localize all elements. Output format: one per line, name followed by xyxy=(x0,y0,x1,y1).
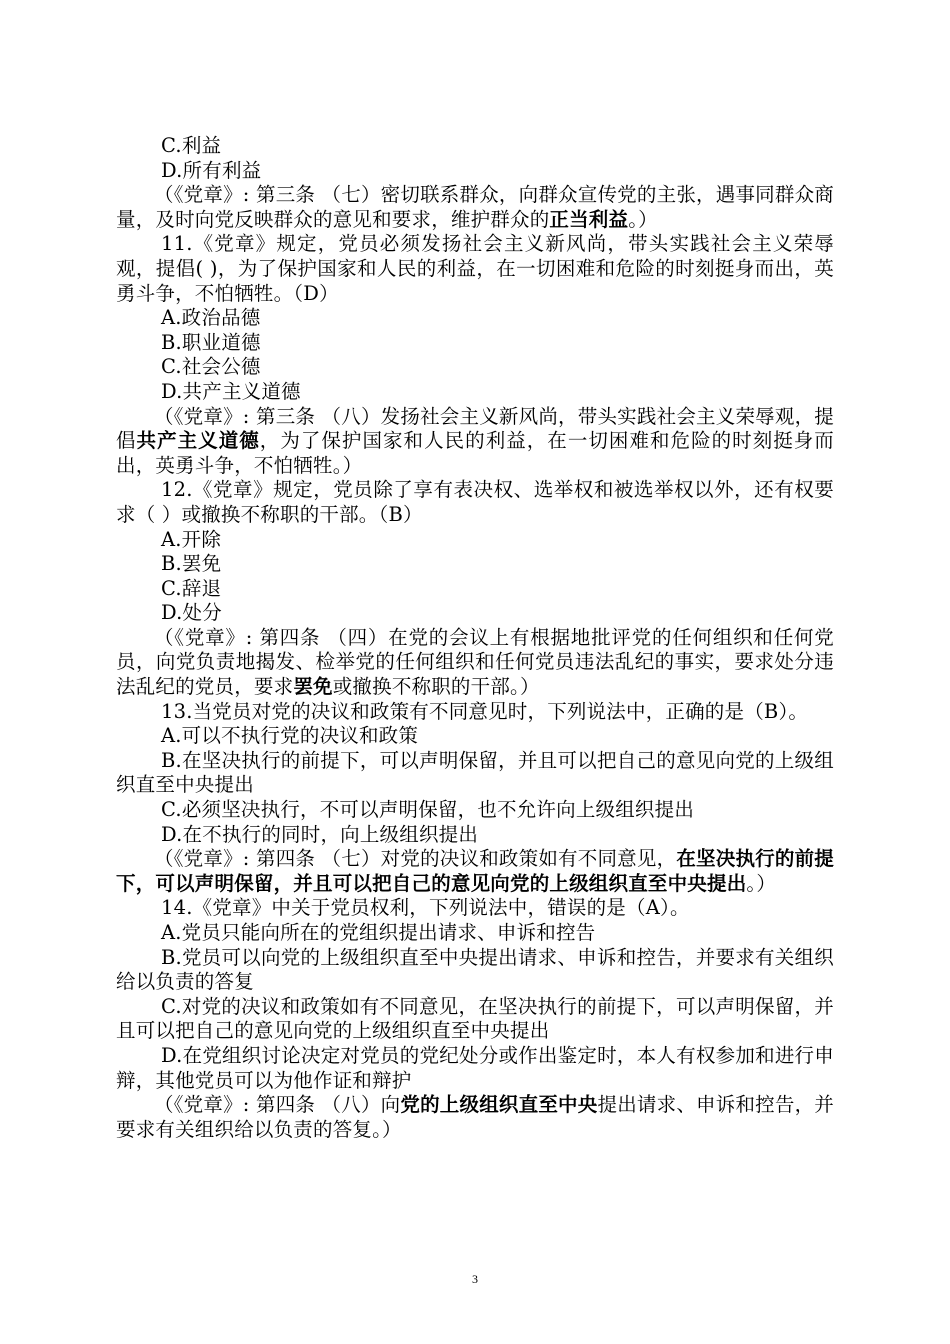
question-text: 13.当党员对党的决议和政策有不同意见时，下列说法中，正确的是（B）。 xyxy=(161,699,809,723)
text-run: （《党章》: 第四条 （四）在党的会议上有根据地批评党的任何组织和任何党员，向党负责地揭发、检举党的任何组织和任何党员违法乱纪的事实，要求处分违法乱纪的党员，要求 xyxy=(116,625,834,699)
emphasized-text: 党的上级组织直至中央 xyxy=(400,1093,598,1117)
explanation-text xyxy=(116,183,834,232)
question-text: B.在坚决执行的前提下，可以声明保留，并且可以把自己的意见向党的上级组织直至中央提出 xyxy=(116,748,834,797)
text-run: 。） xyxy=(628,207,658,231)
text-run: （《党章》: 第四条 （七）对党的决议和政策如有不同意见， xyxy=(154,847,677,871)
answer-option: A.开除 xyxy=(161,527,222,551)
question-text: 12.《党章》规定，党员除了享有表决权、选举权和被选举权以外，还有权要求（ ）或撤换不称职的干部。（B） xyxy=(116,478,834,526)
answer-option: C.社会公德 xyxy=(161,355,261,379)
text-run: （《党章》: 第三条 （七）密切联系群众，向群众宣传党的主张，遇事同群众商量，及时向党反映群众的意见和要求，维护群众的 xyxy=(116,183,834,231)
answer-option: D.共产主义道德 xyxy=(161,379,301,403)
question-text: B.党员可以向党的上级组织直至中央提出请求、申诉和控告，并要求有关组织给以负责的答复 xyxy=(116,945,834,994)
answer-option: C.利益 xyxy=(161,134,222,157)
answer-option: D.在不执行的同时，向上级组织提出 xyxy=(161,822,479,846)
answer-option: A.政治品德 xyxy=(161,306,261,330)
text-run: 。） xyxy=(746,871,777,895)
question-text: 14.《党章》中关于党员权利，下列说法中，错误的是（A）。 xyxy=(161,896,690,920)
text-run: （《党章》: 第四条 （八）向 xyxy=(154,1093,401,1117)
text-run: 或撤换不称职的干部。） xyxy=(332,675,540,699)
text-run: ，为了保护国家和人民的利益，在一切困难和危险的时刻挺身而出，英勇斗争，不怕牺牲。） xyxy=(116,429,835,477)
answer-option: C.必须坚决执行，不可以声明保留，也不允许向上级组织提出 xyxy=(161,798,695,822)
page-number: 3 xyxy=(472,1272,478,1286)
explanation-text xyxy=(116,405,834,479)
explanation-text xyxy=(116,626,834,700)
emphasized-text: 共产主义道德 xyxy=(136,429,260,453)
emphasized-text: 正当利益 xyxy=(549,207,629,231)
document-body xyxy=(116,134,834,1142)
emphasized-text: 在坚决执行的前提下，可以声明保留，并且可以把自己的意见向党的上级组织直至中央提出 xyxy=(116,847,834,895)
question-text: 11.《党章》规定，党员必须发扬社会主义新风尚，带头实践社会主义荣辱观，提倡( )，为了保护国家和人民的利益，在一切困难和危险的时刻挺身而出，英勇斗争，不怕牺牲。（D） xyxy=(116,232,834,305)
text-run: 提出请求、申诉和控告，并要求有关组织给以负责的答复。） xyxy=(116,1093,834,1141)
question-text: D.在党组织讨论决定对党员的党纪处分或作出鉴定时，本人有权参加和进行申辩，其他党员可以为他作证和辩护 xyxy=(116,1043,834,1092)
answer-option: A.可以不执行党的决议和政策 xyxy=(161,724,419,748)
answer-option: A.党员只能向所在的党组织提出请求、申诉和控告 xyxy=(161,921,596,944)
question-text: C.对党的决议和政策如有不同意见，在坚决执行的前提下，可以声明保留，并且可以把自己的意见向党的上级组织直至中央提出 xyxy=(116,994,834,1043)
emphasized-text: 罢免 xyxy=(293,675,333,699)
answer-option: D.处分 xyxy=(161,601,222,625)
explanation-text xyxy=(116,847,834,896)
answer-option: D.所有利益 xyxy=(161,158,262,182)
answer-option: B.罢免 xyxy=(161,552,222,576)
answer-option: B.职业道德 xyxy=(161,330,261,354)
answer-option: C.辞退 xyxy=(161,576,222,600)
explanation-text xyxy=(116,1093,834,1142)
text-run: （《党章》: 第三条 （八）发扬社会主义新风尚，带头实践社会主义荣辱观，提倡 xyxy=(116,404,834,453)
